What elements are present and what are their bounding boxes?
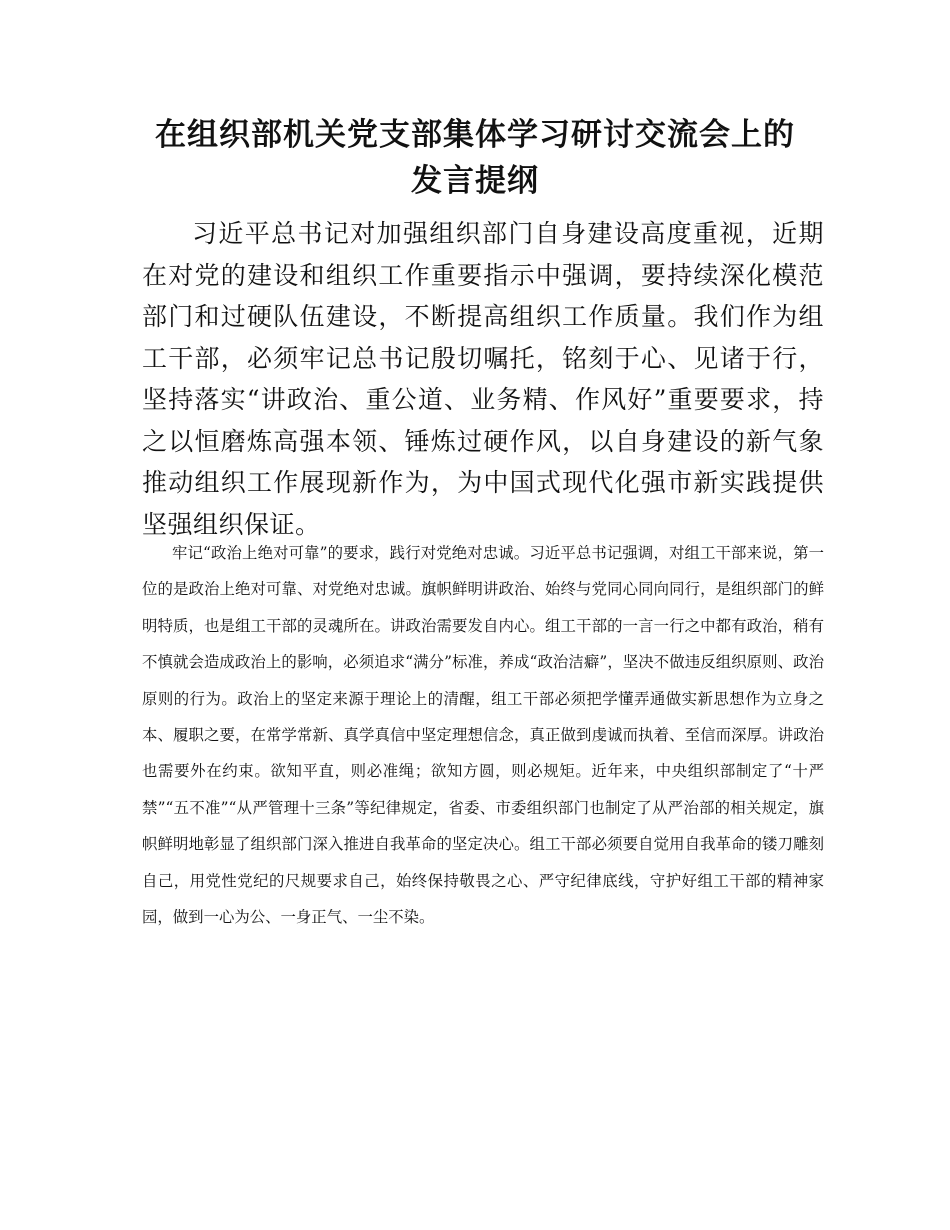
lead-paragraph: 习近平总书记对加强组织部门自身建设高度重视，近期在对党的建设和组织工作重要指示中强调，要持续深化模范部门和过硬队伍建设，不断提高组织工作质量。我们作为组工干部，必须牢记总书记殷切嘱托，铭刻于心、见诸于行，坚持落实“讲政治、重公道、业务精、作风好”重要要求，持之以恒磨炼高强本领、锤炼过硬作风，以自身建设的新气象推动组织工作展现新作为，为中国式现代化强市新实践提供坚强组织保证。 — [142, 219, 824, 539]
title-line-2: 发言提纲 — [411, 163, 539, 199]
document-title — [90, 112, 860, 204]
title-line-1: 在组织部机关党支部集体学习研讨交流会上的 — [155, 117, 795, 153]
body-paragraph: 牢记“政治上绝对可靠”的要求，践行对党绝对忠诚。习近平总书记强调，对组工干部来说，第一位的是政治上绝对可靠、对党绝对忠诚。旗帜鲜明讲政治、始终与党同心同向同行，是组织部门的鲜明特质，也是组工干部的灵魂所在。讲政治需要发自内心。组工干部的一言一行之中都有政治，稍有不慎就会造成政治上的影响，必须追求“满分”标准，养成“政治洁癖”，坚决不做违反组织原则、政治原则的行为。政治上的坚定来源于理论上的清醒，组工干部必须把学懂弄通做实新思想作为立身之本、履职之要，在常学常新、真学真信中坚定理想信念，真正做到虔诚而执着、至信而深厚。讲政治也需要外在约束。欲知平直，则必准绳；欲知方圆，则必规矩。近年来，中央组织部制定了“十严禁”“五不准”“从严管理十三条”等纪律规定，省委、市委组织部门也制定了从严治部的相关规定，旗帜鲜明地彰显了组织部门深入推进自我革命的坚定决心。组工干部必须要自觉用自我革命的镂刀雕刻自己，用党性党纪的尺规要求自己，始终保持敬畏之心、严守纪律底线，守护好组工干部的精神家园，做到一心为公、一身正气、一尘不染。 — [142, 544, 824, 927]
